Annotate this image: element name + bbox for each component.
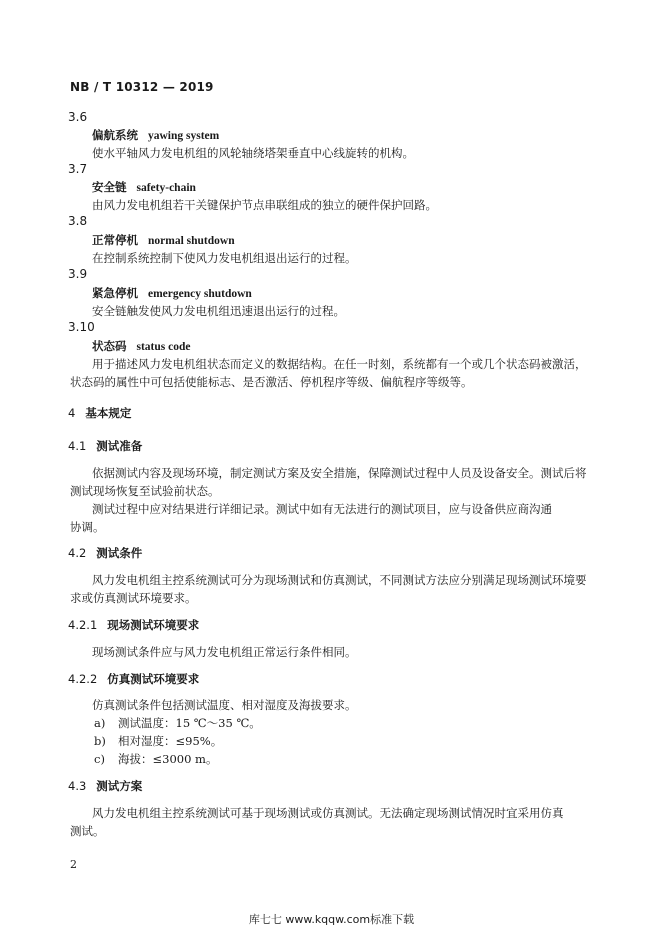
- list-item: [94, 715, 261, 731]
- term-zh: 状态码: [92, 339, 127, 353]
- section-title: 仿真测试环境要求: [107, 672, 200, 686]
- section-number: 4.2.1: [68, 618, 98, 632]
- term-name: [92, 285, 252, 301]
- section-title: 测试方案: [96, 779, 143, 793]
- paragraph-line: 测试现场恢复至试验前状态。: [70, 484, 220, 498]
- paragraph-line: 求或仿真测试环境要求。: [70, 591, 197, 605]
- section-heading: [68, 438, 142, 454]
- term-name: [92, 179, 196, 195]
- section-heading: [68, 671, 199, 687]
- section-heading: [68, 778, 142, 794]
- section-number: 4: [68, 406, 76, 420]
- list-label: b): [94, 734, 106, 748]
- paragraph-line: 现场测试条件应与风力发电机组正常运行条件相同。: [92, 645, 357, 659]
- term-definition: 由风力发电机组若干关键保护节点串联组成的独立的硬件保护回路。: [92, 198, 437, 212]
- term-en: safety-chain: [136, 182, 196, 194]
- paragraph-line: 风力发电机组主控系统测试可基于现场测试或仿真测试。无法确定现场测试情况时宜采用仿真: [92, 806, 564, 820]
- term-name: [92, 127, 219, 143]
- term-number: 3.8: [68, 214, 88, 228]
- term-en: yawing system: [148, 130, 220, 142]
- term-number: 3.6: [68, 110, 88, 124]
- paragraph-line: 测试过程中应对结果进行详细记录。测试中如有无法进行的测试项目，应与设备供应商沟通: [92, 502, 552, 516]
- section-title: 测试条件: [96, 546, 143, 560]
- section-number: 4.3: [68, 779, 87, 793]
- section-heading: [68, 617, 199, 633]
- term-definition: 用于描述风力发电机组状态而定义的数据结构。在任一时刻，系统都有一个或几个状态码被激活，: [92, 357, 587, 371]
- paragraph-line: 依据测试内容及现场环境，制定测试方案及安全措施，保障测试过程中人员及设备安全。测试后将: [92, 466, 587, 480]
- term-definition: 状态码的属性中可包括使能标志、是否激活、停机程序等级、偏航程序等级等。: [70, 375, 473, 389]
- term-definition: 在控制系统控制下使风力发电机组退出运行的过程。: [92, 251, 357, 265]
- term-zh: 正常停机: [92, 233, 138, 247]
- list-label: c): [94, 752, 105, 766]
- term-en: normal shutdown: [148, 235, 235, 247]
- list-item: [94, 733, 222, 749]
- page-number: 2: [70, 858, 77, 871]
- term-number: 3.10: [68, 320, 95, 334]
- term-en: emergency shutdown: [148, 288, 252, 300]
- term-name: [92, 232, 235, 248]
- section-heading: [68, 545, 142, 561]
- paragraph-line: 协调。: [70, 520, 105, 534]
- term-zh: 偏航系统: [92, 128, 138, 142]
- term-en: status code: [136, 341, 191, 353]
- section-heading: [68, 405, 131, 421]
- standard-number-header: NB / T 10312 — 2019: [70, 80, 214, 94]
- list-label: a): [94, 716, 106, 730]
- paragraph-line: 仿真测试条件包括测试温度、相对湿度及海拔要求。: [92, 698, 357, 712]
- section-title: 基本规定: [85, 406, 132, 420]
- section-number: 4.2: [68, 546, 87, 560]
- term-number: 3.7: [68, 162, 88, 176]
- list-text: 相对湿度：≤95%。: [118, 734, 223, 748]
- term-zh: 安全链: [92, 180, 127, 194]
- section-number: 4.1: [68, 439, 87, 453]
- section-title: 测试准备: [96, 439, 143, 453]
- list-text: 测试温度：15 ℃～35 ℃。: [118, 716, 261, 730]
- list-item: [94, 751, 217, 767]
- term-definition: 使水平轴风力发电机组的风轮轴绕塔架垂直中心线旋转的机构。: [92, 146, 414, 160]
- term-name: [92, 338, 191, 354]
- section-number: 4.2.2: [68, 672, 98, 686]
- term-definition: 安全链触发使风力发电机组迅速退出运行的过程。: [92, 304, 345, 318]
- paragraph-line: 风力发电机组主控系统测试可分为现场测试和仿真测试，不同测试方法应分别满足现场测试环境要: [92, 573, 587, 587]
- term-number: 3.9: [68, 267, 88, 281]
- download-site-footer: 库七七 www.kqqw.com标准下载: [248, 913, 415, 926]
- list-text: 海拔：≤3000 m。: [118, 752, 218, 766]
- section-title: 现场测试环境要求: [107, 618, 200, 632]
- term-zh: 紧急停机: [92, 286, 138, 300]
- paragraph-line: 测试。: [70, 824, 105, 838]
